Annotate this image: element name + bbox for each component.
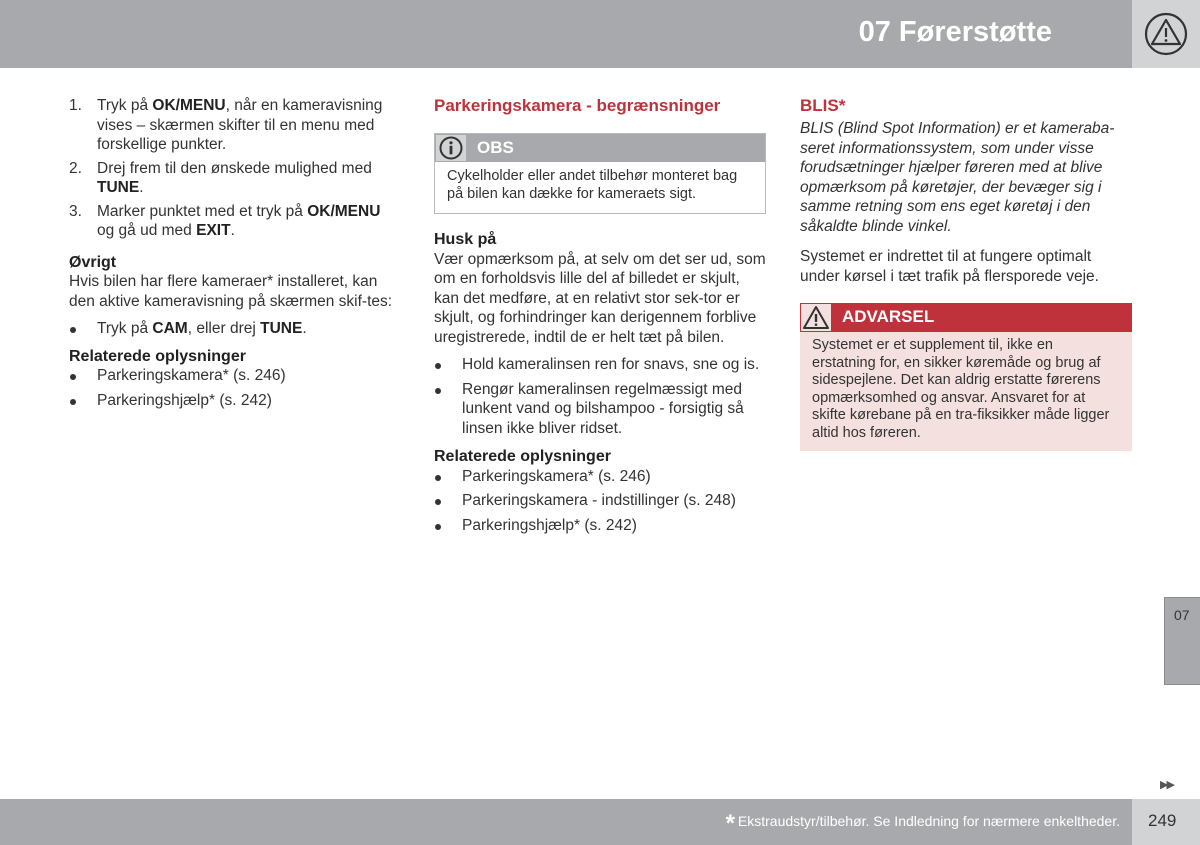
chapter-icon-box xyxy=(1132,0,1200,68)
related-heading: Relaterede oplysninger xyxy=(434,448,611,465)
related-link[interactable] xyxy=(434,491,766,511)
page-number: 249 xyxy=(1148,811,1177,830)
step-number: 1. xyxy=(69,97,82,114)
related-list xyxy=(69,366,401,410)
step-item xyxy=(69,96,401,155)
bullet-list xyxy=(434,355,766,438)
related-link-text[interactable]: Parkeringskamera* (s. 246) xyxy=(462,467,651,485)
footer-note-text: Ekstraudstyr/tilbehør. Se Indledning for nærmere enkeltheder. xyxy=(737,813,1120,829)
related-link[interactable] xyxy=(434,516,766,536)
step-key: OK/MENU xyxy=(307,202,381,220)
step-list xyxy=(69,96,401,241)
bullet-icon xyxy=(435,388,441,394)
bullet-icon xyxy=(70,327,76,333)
step-text: . xyxy=(139,179,144,196)
footer-note xyxy=(725,810,1120,837)
info-icon-box xyxy=(436,135,466,161)
list-key: TUNE xyxy=(260,320,303,337)
page-number-box xyxy=(1132,799,1200,845)
step-key: OK/MENU xyxy=(152,97,226,114)
chapter-number: 07 xyxy=(1174,607,1190,623)
step-number: 3. xyxy=(69,202,82,220)
chapter-title: 07 Førerstøtte xyxy=(858,16,1052,48)
section-heading: Øvrigt xyxy=(69,253,117,271)
section-title: Parkeringskamera - begrænsninger xyxy=(434,96,721,115)
list-key: CAM xyxy=(152,320,188,337)
warning-header xyxy=(800,303,1132,332)
step-key: EXIT xyxy=(196,222,231,239)
related-link-text[interactable]: Parkeringskamera* (s. 246) xyxy=(97,367,286,384)
chapter-side-tab[interactable] xyxy=(1164,597,1200,685)
list-text: Rengør kameralinsen regelmæssigt med lunkent vand og bilshampoo - forsigtig så linsen ikke bliver ridset. xyxy=(462,380,744,437)
intro-paragraph: BLIS (Blind Spot Information) er et kameraba-seret informationssystem, som under visse forudsætninger hjælper føreren med at blive opmærksom på køretøjer, der bevæger sig i samme retning som ens eget køretøj i den såkaldte blinde vinkel. xyxy=(800,120,1115,235)
section-heading: Husk på xyxy=(434,231,497,248)
step-item xyxy=(69,202,401,241)
column-1 xyxy=(69,96,401,415)
paragraph: Hvis bilen har flere kameraer* installeret, kan den aktive kameravisning på skærmen skif-tes: xyxy=(69,273,393,310)
bullet-list xyxy=(69,319,401,339)
double-chevron-right-icon[interactable]: ▶▶ xyxy=(1160,779,1173,791)
list-text: Tryk på xyxy=(97,320,153,337)
step-key: TUNE xyxy=(97,179,140,196)
bullet-icon xyxy=(435,524,441,530)
column-3 xyxy=(800,96,1132,451)
step-text: Marker punktet med et tryk på xyxy=(97,202,308,220)
warning-icon-box xyxy=(801,304,831,331)
footer xyxy=(0,799,1132,845)
warning-triangle-icon xyxy=(802,305,830,330)
list-item xyxy=(69,319,401,339)
bullet-icon xyxy=(70,399,76,405)
step-text: Tryk på xyxy=(97,97,153,114)
warning-label: ADVARSEL xyxy=(842,307,935,326)
note-box xyxy=(434,133,766,214)
warning-text: Systemet er et supplement til, ikke en erstatning for, en sikker køremåde og brug af sidespejlene. Det kan aldrig erstatte førerens opmærksomhed og ansvar. Ansvaret for at skifte kørebane på en tra-fiksikker måde ligger altid hos føreren. xyxy=(812,337,1110,441)
paragraph: Vær opmærksom på, at selv om det ser ud, som om en forholdsvis lille del af billedet er skjult, kan det medføre, at en relativt stor sek-tor er skjult, og forhindringer kan derigennem forblive uregistrerede, indtil de er helt tæt på bilen. xyxy=(434,250,766,346)
related-link-text[interactable]: Parkeringshjælp* (s. 242) xyxy=(462,516,637,534)
related-link-text[interactable]: Parkeringskamera - indstillinger (s. 248) xyxy=(462,492,736,509)
step-text: Drej frem til den ønskede mulighed med xyxy=(97,159,372,177)
related-link[interactable] xyxy=(434,467,766,487)
list-text: , eller drej xyxy=(187,320,261,337)
warning-box xyxy=(800,303,1132,451)
column-2 xyxy=(434,96,766,540)
asterisk: * xyxy=(725,810,735,837)
related-heading: Relaterede oplysninger xyxy=(69,347,246,365)
list-item xyxy=(434,355,766,375)
bullet-icon xyxy=(70,374,76,380)
paragraph: Systemet er indrettet til at fungere optimalt under kørsel i tæt trafik på flersporede veje. xyxy=(800,248,1099,285)
related-link[interactable] xyxy=(69,391,401,411)
list-item xyxy=(434,380,766,439)
bullet-icon xyxy=(435,499,441,505)
step-item xyxy=(69,159,401,198)
note-text: Cykelholder eller andet tilbehør monteret bag på bilen kan dække for kameraets sigt. xyxy=(447,168,738,202)
related-link-text[interactable]: Parkeringshjælp* (s. 242) xyxy=(97,391,272,409)
related-list xyxy=(434,467,766,536)
note-header xyxy=(435,134,765,162)
note-label: OBS xyxy=(477,138,514,157)
step-text: og gå ud med xyxy=(97,222,197,239)
info-icon xyxy=(438,135,464,161)
step-number: 2. xyxy=(69,159,82,177)
related-link[interactable] xyxy=(69,366,401,386)
bullet-icon xyxy=(435,475,441,481)
bullet-icon xyxy=(435,363,441,369)
list-text: . xyxy=(302,320,307,337)
list-text: Hold kameralinsen ren for snavs, sne og is. xyxy=(462,356,760,373)
step-text: , når en kameravisning vises – skærmen skifter til en menu med forskellige punkter. xyxy=(97,97,383,153)
warning-triangle-circle-icon xyxy=(1143,11,1189,57)
section-title: BLIS* xyxy=(800,96,846,115)
step-text: . xyxy=(230,222,235,239)
chapter-header xyxy=(0,0,1132,68)
